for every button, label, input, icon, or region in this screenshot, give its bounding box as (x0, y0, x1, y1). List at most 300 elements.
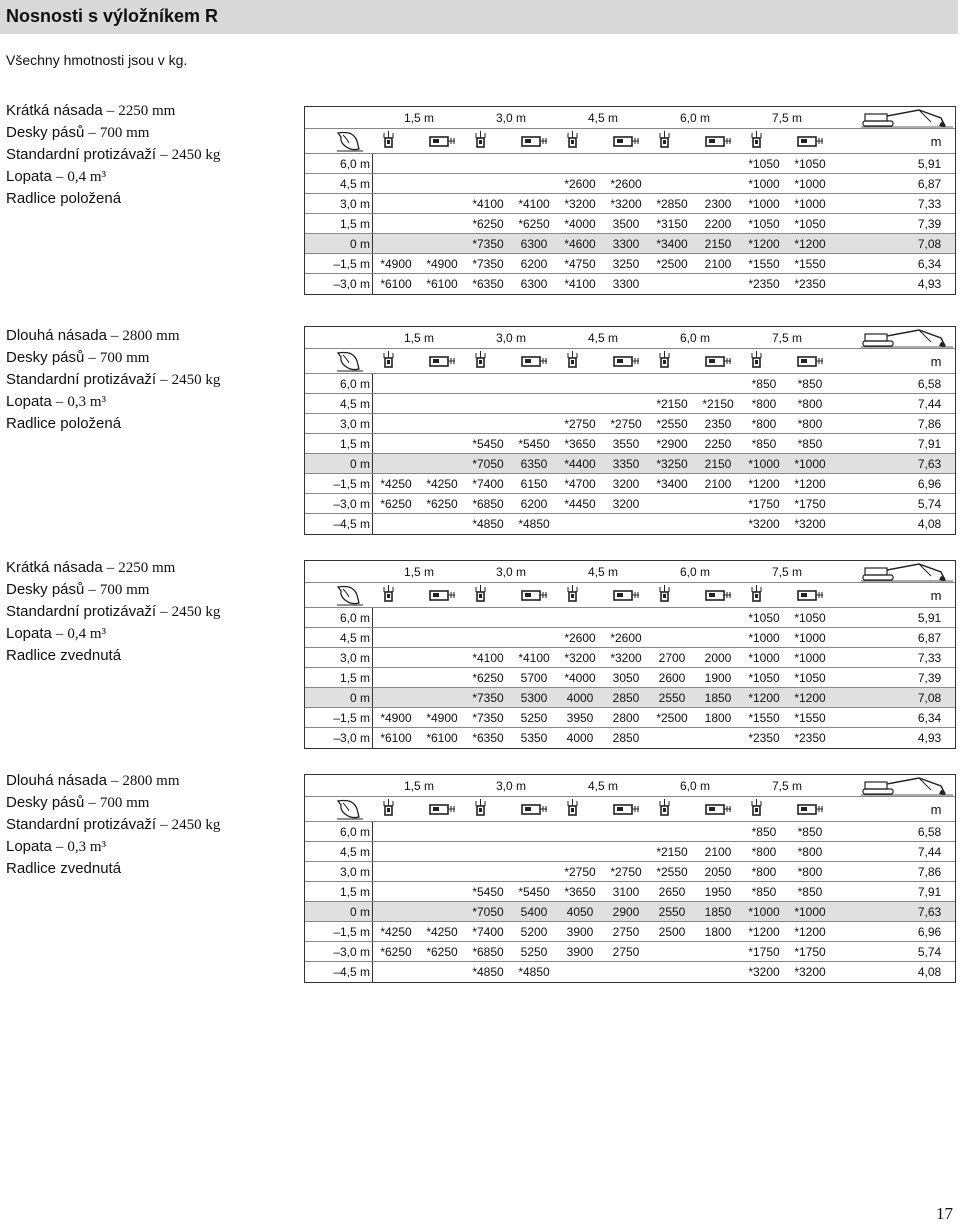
load-value: 3300 (612, 236, 640, 251)
load-value: *4400 (564, 456, 596, 471)
side-load-icon (795, 585, 825, 605)
load-value (557, 394, 603, 413)
load-value: *6350 (472, 731, 504, 745)
max-reach-value: 5,91 (917, 156, 942, 171)
front-load-icon (749, 351, 779, 371)
table-row (305, 214, 955, 234)
front-load-icon (381, 799, 411, 819)
load-value: *1000 (748, 176, 780, 191)
spec-separator: – (160, 604, 168, 620)
load-value (603, 608, 649, 627)
distance-header: 6,0 m (679, 110, 710, 125)
table-row (305, 394, 955, 414)
load-value: *2600 (610, 176, 642, 191)
spec-line (6, 601, 296, 623)
spec-separator: – (106, 560, 115, 576)
corner-cell (305, 327, 373, 348)
load-value (511, 414, 557, 433)
icon-row (305, 797, 955, 822)
side-load-icon (611, 799, 641, 819)
load-value (373, 154, 419, 173)
load-value: 3250 (612, 256, 640, 271)
spec-value: 0,3 m³ (67, 394, 107, 410)
max-reach-value: 4,08 (917, 965, 942, 979)
load-value (419, 454, 465, 473)
load-value: *4900 (426, 710, 458, 725)
load-value (373, 628, 419, 647)
table-row (305, 154, 955, 174)
load-value: 6350 (520, 456, 548, 471)
spec-separator: – (55, 169, 64, 185)
load-value (419, 174, 465, 193)
table-row (305, 648, 955, 668)
load-value: *2350 (794, 277, 826, 291)
load-value (373, 414, 419, 433)
height-label: –1,5 m (305, 708, 373, 727)
side-load-icon (795, 131, 825, 151)
load-value (603, 394, 649, 413)
spec-block (6, 557, 296, 666)
distance-header: 6,0 m (679, 330, 710, 345)
load-value (373, 374, 419, 393)
spec-line (6, 100, 296, 122)
load-value: *2750 (564, 416, 596, 431)
spec-value: 2250 mm (118, 560, 176, 576)
max-reach-value: 6,87 (917, 176, 942, 191)
load-value (649, 374, 695, 393)
load-value: *5450 (472, 884, 504, 899)
max-reach-value: 5,74 (917, 496, 942, 511)
side-load-icon (703, 351, 733, 371)
load-value (373, 454, 419, 473)
spec-value: 700 mm (99, 350, 150, 366)
load-value: 2500 (658, 924, 686, 939)
load-value: *1200 (794, 236, 826, 251)
max-reach-value: 7,39 (917, 670, 942, 685)
distance-header: 4,5 m (587, 564, 618, 579)
distance-header: 1,5 m (403, 110, 434, 125)
load-value (649, 174, 695, 193)
max-reach-value: 7,91 (917, 436, 942, 451)
front-load-icon (381, 131, 411, 151)
table-row (305, 454, 955, 474)
load-value (511, 154, 557, 173)
spec-separator: – (88, 795, 96, 811)
max-reach-value: 5,74 (917, 944, 942, 959)
table-row (305, 474, 955, 494)
load-value: *850 (751, 376, 777, 391)
load-value: *3400 (656, 476, 688, 491)
header-bar (0, 0, 958, 34)
spec-blade-state: Radlice položená (6, 190, 122, 207)
load-value: 6300 (520, 277, 548, 291)
load-value (603, 962, 649, 982)
load-value (649, 608, 695, 627)
load-value (649, 962, 695, 982)
load-value: *6850 (472, 496, 504, 511)
load-value: *3200 (748, 517, 780, 531)
load-value: *1050 (748, 216, 780, 231)
load-value: 2050 (704, 864, 732, 879)
max-reach-value: 7,08 (917, 690, 942, 705)
table-row (305, 414, 955, 434)
table-row (305, 174, 955, 194)
load-value: *2350 (748, 277, 780, 291)
spec-value: 0,3 m³ (67, 839, 107, 855)
load-value: 1950 (704, 884, 732, 899)
spec-label: Desky pásů (6, 124, 85, 141)
side-load-icon (519, 131, 549, 151)
load-value (373, 862, 419, 881)
load-value: 1850 (704, 690, 732, 705)
load-value: *2500 (656, 710, 688, 725)
load-value: *2850 (656, 196, 688, 211)
load-value: 2150 (704, 456, 732, 471)
distance-header: 4,5 m (587, 330, 618, 345)
side-load-icon (703, 585, 733, 605)
load-value: *3650 (564, 884, 596, 899)
table-row (305, 862, 955, 882)
load-value: *6250 (380, 496, 412, 511)
distance-header: 1,5 m (403, 564, 434, 579)
height-label: 6,0 m (305, 374, 373, 393)
distance-header: 3,0 m (495, 110, 526, 125)
table-row (305, 922, 955, 942)
distance-header: 1,5 m (403, 778, 434, 793)
load-value: *3200 (564, 196, 596, 211)
load-value (419, 434, 465, 453)
load-value: *6250 (518, 216, 550, 231)
load-value: 2750 (612, 924, 640, 939)
load-value (557, 514, 603, 534)
load-value (603, 514, 649, 534)
spec-value: 2450 kg (171, 147, 221, 163)
distance-header-row (305, 107, 955, 129)
load-value (465, 394, 511, 413)
height-label: –4,5 m (305, 514, 373, 534)
spec-label: Standardní protizávaží (6, 816, 157, 833)
load-value: *7350 (472, 236, 504, 251)
load-value (373, 842, 419, 861)
load-value: 2850 (612, 690, 640, 705)
distance-header: 3,0 m (495, 564, 526, 579)
load-value (373, 962, 419, 982)
load-value (695, 494, 741, 513)
reach-unit-label: m (930, 587, 942, 603)
spec-label: Standardní protizávaží (6, 603, 157, 620)
spec-value: 2450 kg (171, 372, 221, 388)
load-value (511, 862, 557, 881)
load-value: *850 (751, 824, 777, 839)
table-row (305, 842, 955, 862)
side-load-icon (427, 351, 457, 371)
load-value: 5300 (520, 690, 548, 705)
spec-separator: – (88, 582, 96, 598)
spec-label: Lopata (6, 838, 52, 855)
load-value: *2550 (656, 864, 688, 879)
load-value: *1050 (794, 156, 826, 171)
table-row (305, 274, 955, 294)
load-value: *800 (797, 416, 823, 431)
max-reach-value: 5,91 (917, 610, 942, 625)
max-reach-value: 4,93 (917, 277, 942, 291)
corner-cell (305, 561, 373, 582)
load-value: *3200 (748, 965, 780, 979)
load-value: *4100 (518, 650, 550, 665)
load-value (557, 608, 603, 627)
load-value (465, 862, 511, 881)
load-value: *1050 (794, 216, 826, 231)
load-value (419, 628, 465, 647)
load-value: *4450 (564, 496, 596, 511)
load-value: *7400 (472, 924, 504, 939)
load-value (373, 688, 419, 707)
load-value: *1050 (748, 156, 780, 171)
load-value: *1050 (794, 610, 826, 625)
load-value (511, 394, 557, 413)
load-value: *800 (751, 416, 777, 431)
load-value (419, 154, 465, 173)
excavator-reach-icon (861, 328, 953, 348)
side-load-icon (795, 351, 825, 371)
load-value: 3900 (566, 944, 594, 959)
max-reach-value: 6,87 (917, 630, 942, 645)
load-value (695, 514, 741, 534)
load-value: 3950 (566, 710, 594, 725)
spec-value: 700 mm (99, 795, 150, 811)
height-label: 3,0 m (305, 194, 373, 213)
max-reach-value: 7,86 (917, 864, 942, 879)
load-value: *6100 (426, 731, 458, 745)
load-value (557, 842, 603, 861)
load-value: *2750 (610, 416, 642, 431)
load-value: 2300 (704, 196, 732, 211)
load-value: *7350 (472, 256, 504, 271)
load-value: *2550 (656, 416, 688, 431)
load-value: *7050 (472, 904, 504, 919)
load-value: *2350 (794, 731, 826, 745)
load-value: *2600 (564, 630, 596, 645)
height-label: –1,5 m (305, 474, 373, 493)
load-value: *4700 (564, 476, 596, 491)
front-load-icon (473, 799, 503, 819)
load-value: *1000 (794, 650, 826, 665)
height-label: 0 m (305, 234, 373, 253)
load-value: *800 (797, 396, 823, 411)
load-value: *6250 (426, 496, 458, 511)
load-value: *2600 (610, 630, 642, 645)
spec-label: Desky pásů (6, 349, 85, 366)
load-value (465, 154, 511, 173)
load-value: *2150 (702, 396, 734, 411)
load-value: *850 (797, 376, 823, 391)
spec-line (6, 792, 296, 814)
spec-separator: – (160, 147, 168, 163)
load-table (304, 560, 956, 749)
load-value: *3200 (610, 650, 642, 665)
load-value (649, 728, 695, 748)
load-value: *1000 (748, 630, 780, 645)
load-value: *6350 (472, 277, 504, 291)
spec-label: Krátká násada (6, 102, 103, 119)
spec-line (6, 391, 296, 413)
load-value: *800 (751, 844, 777, 859)
spec-label: Lopata (6, 393, 52, 410)
load-value (373, 648, 419, 667)
spec-value: 0,4 m³ (67, 169, 107, 185)
height-label: –3,0 m (305, 274, 373, 294)
load-value: *1750 (794, 496, 826, 511)
load-value: 2250 (704, 436, 732, 451)
load-value (373, 194, 419, 213)
load-value: *1000 (794, 176, 826, 191)
side-load-icon (703, 799, 733, 819)
load-value: *3150 (656, 216, 688, 231)
load-value (419, 882, 465, 901)
height-label: 0 m (305, 454, 373, 473)
load-value: *1000 (748, 196, 780, 211)
load-value: 3200 (612, 476, 640, 491)
load-value: *4100 (472, 650, 504, 665)
side-load-icon (427, 585, 457, 605)
table-row (305, 234, 955, 254)
table-row (305, 194, 955, 214)
spec-separator: – (88, 350, 96, 366)
load-value (419, 842, 465, 861)
spec-line (6, 814, 296, 836)
load-value (373, 882, 419, 901)
load-value: 2700 (658, 650, 686, 665)
side-load-icon (795, 799, 825, 819)
load-value: *1000 (748, 650, 780, 665)
load-value (373, 668, 419, 687)
height-label: –4,5 m (305, 962, 373, 982)
load-value: *1200 (748, 924, 780, 939)
distance-header-row (305, 327, 955, 349)
load-value: *1750 (794, 944, 826, 959)
spec-value: 0,4 m³ (67, 626, 107, 642)
excavator-reach-icon (861, 562, 953, 582)
spec-block (6, 770, 296, 879)
table-row (305, 822, 955, 842)
load-value: 3100 (612, 884, 640, 899)
side-load-icon (611, 585, 641, 605)
load-value: 4000 (566, 690, 594, 705)
load-value: *2350 (748, 731, 780, 745)
load-value (465, 374, 511, 393)
load-value (419, 668, 465, 687)
load-value (511, 174, 557, 193)
spec-separator: – (110, 328, 119, 344)
height-label: 1,5 m (305, 882, 373, 901)
front-load-icon (473, 585, 503, 605)
load-value: *4600 (564, 236, 596, 251)
front-load-icon (381, 351, 411, 371)
load-value (603, 822, 649, 841)
spec-label: Dlouhá násada (6, 327, 107, 344)
load-value: 6300 (520, 236, 548, 251)
load-value: *4000 (564, 216, 596, 231)
max-reach-value: 6,34 (917, 256, 942, 271)
load-value: *1550 (794, 256, 826, 271)
load-value (419, 862, 465, 881)
load-value: *1000 (794, 456, 826, 471)
front-load-icon (565, 585, 595, 605)
spec-value: 700 mm (99, 125, 150, 141)
max-reach-value: 7,33 (917, 650, 942, 665)
load-value (603, 374, 649, 393)
spec-block (6, 325, 296, 434)
load-value: 2600 (658, 670, 686, 685)
spec-separator: – (55, 626, 64, 642)
load-value: *4900 (380, 256, 412, 271)
load-value (695, 274, 741, 294)
load-value: *800 (797, 844, 823, 859)
table-row (305, 688, 955, 708)
load-table (304, 774, 956, 983)
load-value: 3200 (612, 496, 640, 511)
distance-header: 7,5 m (771, 330, 802, 345)
spec-label: Desky pásů (6, 794, 85, 811)
load-value: 1900 (704, 670, 732, 685)
max-reach-value: 7,63 (917, 456, 942, 471)
load-value: 2000 (704, 650, 732, 665)
load-value: 2100 (704, 476, 732, 491)
distance-header: 6,0 m (679, 778, 710, 793)
table-row (305, 434, 955, 454)
load-value: 2150 (704, 236, 732, 251)
height-label: 4,5 m (305, 842, 373, 861)
load-value: *7350 (472, 710, 504, 725)
load-value (557, 374, 603, 393)
reach-unit-label: m (930, 801, 942, 817)
load-value: 5250 (520, 710, 548, 725)
spec-line (6, 369, 296, 391)
load-value: *3650 (564, 436, 596, 451)
table-row (305, 902, 955, 922)
load-value (373, 434, 419, 453)
page-title: Nosnosti s výložníkem R (6, 6, 219, 26)
load-value: *850 (797, 436, 823, 451)
load-value: 2750 (612, 944, 640, 959)
load-value (695, 608, 741, 627)
load-value: 2100 (704, 844, 732, 859)
load-value: *1050 (748, 610, 780, 625)
load-value: *6850 (472, 944, 504, 959)
load-value: *6100 (426, 277, 458, 291)
load-value: *6250 (380, 944, 412, 959)
load-value (419, 394, 465, 413)
load-value (419, 608, 465, 627)
load-value (511, 822, 557, 841)
icon-row (305, 349, 955, 374)
corner-cell (305, 107, 373, 128)
load-value: *800 (797, 864, 823, 879)
load-value (695, 728, 741, 748)
max-reach-value: 6,58 (917, 376, 942, 391)
table-row (305, 514, 955, 534)
load-value (695, 154, 741, 173)
load-value: *4250 (426, 924, 458, 939)
load-value: *850 (751, 884, 777, 899)
load-value: 6200 (520, 256, 548, 271)
load-value: *7050 (472, 456, 504, 471)
load-value: 2800 (612, 710, 640, 725)
load-value: 6150 (520, 476, 548, 491)
load-value: *1750 (748, 944, 780, 959)
load-value: *1550 (794, 710, 826, 725)
load-value: *4750 (564, 256, 596, 271)
